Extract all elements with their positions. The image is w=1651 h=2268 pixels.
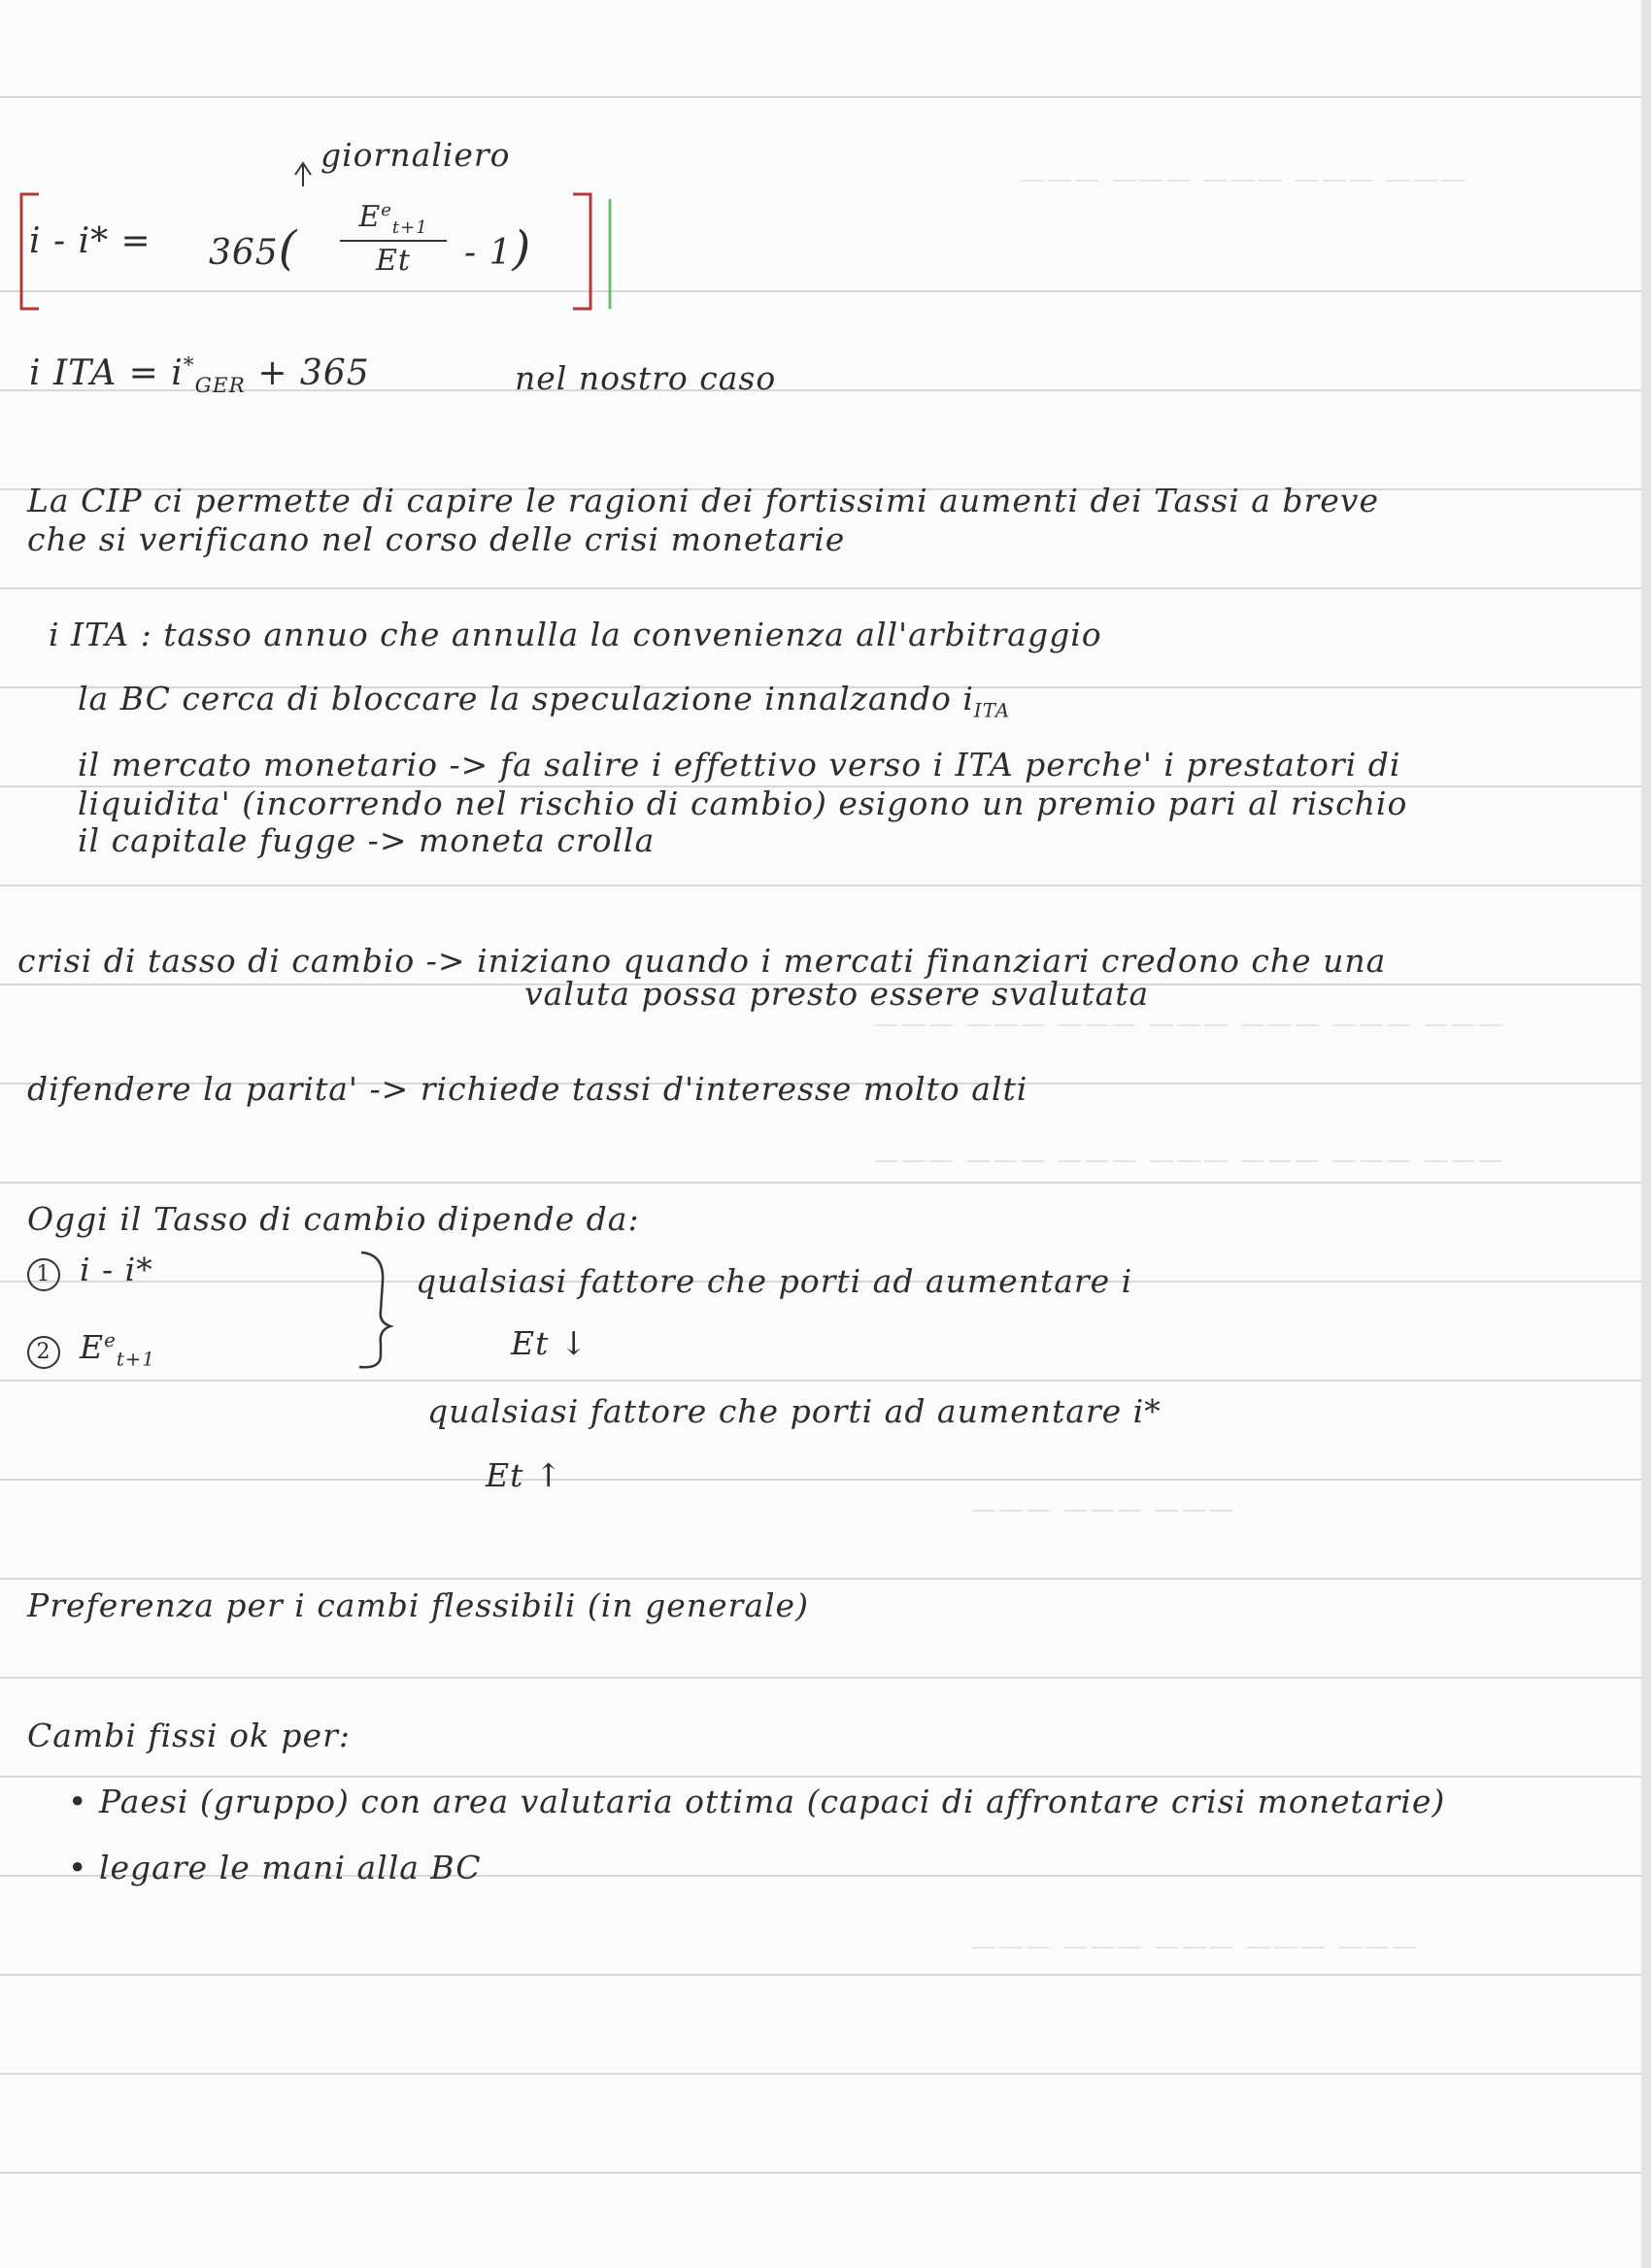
brace-line-1: qualsiasi fattore che porti ad aumentare i [416, 1262, 1133, 1300]
difendere-line: difendere la parita' -> richiede tassi d'interesse molto alti [27, 1070, 1028, 1108]
cip-line-2: che si verificano nel corso delle crisi monetarie [27, 520, 846, 558]
bleed-through-text: ——— ——— ——— ——— ——— [971, 1932, 1420, 1961]
brace-line-2: Et ↓ [511, 1324, 589, 1362]
bleed-through-text: ——— ——— ——— ——— ——— ——— ——— [874, 1010, 1505, 1039]
bc-speculation-line: la BC cerca di bloccare la speculazione innalzando $i_{ITA}$ [78, 680, 1011, 722]
formula-fraction: $E^e_{t+1}$ Et [340, 200, 447, 278]
cambi-fissi-title: Cambi fissi ok per: [27, 1717, 351, 1754]
bullet-dot: • [68, 1849, 88, 1886]
i-ita-equation: i ITA = $i^*_{GER} + 365$ [29, 353, 370, 399]
cambi-fissi-bullet-1: • Paesi (gruppo) con area valutaria ottima (capaci di affrontare crisi monetarie) [68, 1783, 1446, 1820]
formula-coef: 365( [209, 221, 298, 276]
preferenza-line: Preferenza per i cambi flessibili (in generale) [27, 1586, 809, 1624]
i-ita-note: nel nostro caso [515, 359, 777, 397]
ita-definition: i ITA : tasso annuo che annulla la convenienza all'arbitraggio [49, 616, 1102, 653]
mercato-monetario-line: il mercato monetario -> fa salire i effettivo verso i ITA perche' i prestatori di [78, 746, 1401, 784]
bleed-through-text: ——— ——— ——— [971, 1495, 1236, 1524]
crisi-line-2: valuta possa presto essere svalutata [524, 975, 1150, 1013]
cip-line-1: La CIP ci permette di capire le ragioni dei fortissimi aumenti dei Tassi a breve [27, 482, 1379, 519]
formula-annotation: giornaliero [320, 136, 511, 174]
oggi-line-4: Et ↑ [486, 1456, 563, 1494]
item-number-circle: 2 [27, 1336, 60, 1369]
oggi-item-2: 2 $E^e_{t+1}$ [27, 1328, 155, 1371]
oggi-line-3: qualsiasi fattore che porti ad aumentare i* [427, 1392, 1162, 1430]
fraction-numerator: E [358, 200, 382, 234]
liquidita-line: liquidita' (incorrendo nel rischio di cambio) esigono un premio pari al rischio [78, 784, 1408, 822]
bullet-dot: • [68, 1783, 88, 1820]
formula-lhs: i - i* = [29, 221, 152, 261]
fraction-denominator: Et [376, 244, 411, 278]
capitale-fugge-line: il capitale fugge -> moneta crolla [78, 821, 656, 859]
crisi-line-1: crisi di tasso di cambio -> iniziano quando i mercati finanziari credono che una [17, 942, 1387, 980]
bleed-through-text: ——— ——— ——— ——— ——— [1020, 165, 1468, 194]
item-number-circle: 1 [27, 1258, 60, 1291]
oggi-title: Oggi il Tasso di cambio dipende da: [27, 1200, 640, 1238]
formula-minus-one: - 1) [464, 221, 532, 276]
cambi-fissi-bullet-2: • legare le mani alla BC [68, 1849, 482, 1886]
bleed-through-text: ——— ——— ——— ——— ——— ——— ——— [874, 1146, 1505, 1175]
oggi-item-1: 1 i - i* [27, 1251, 153, 1291]
